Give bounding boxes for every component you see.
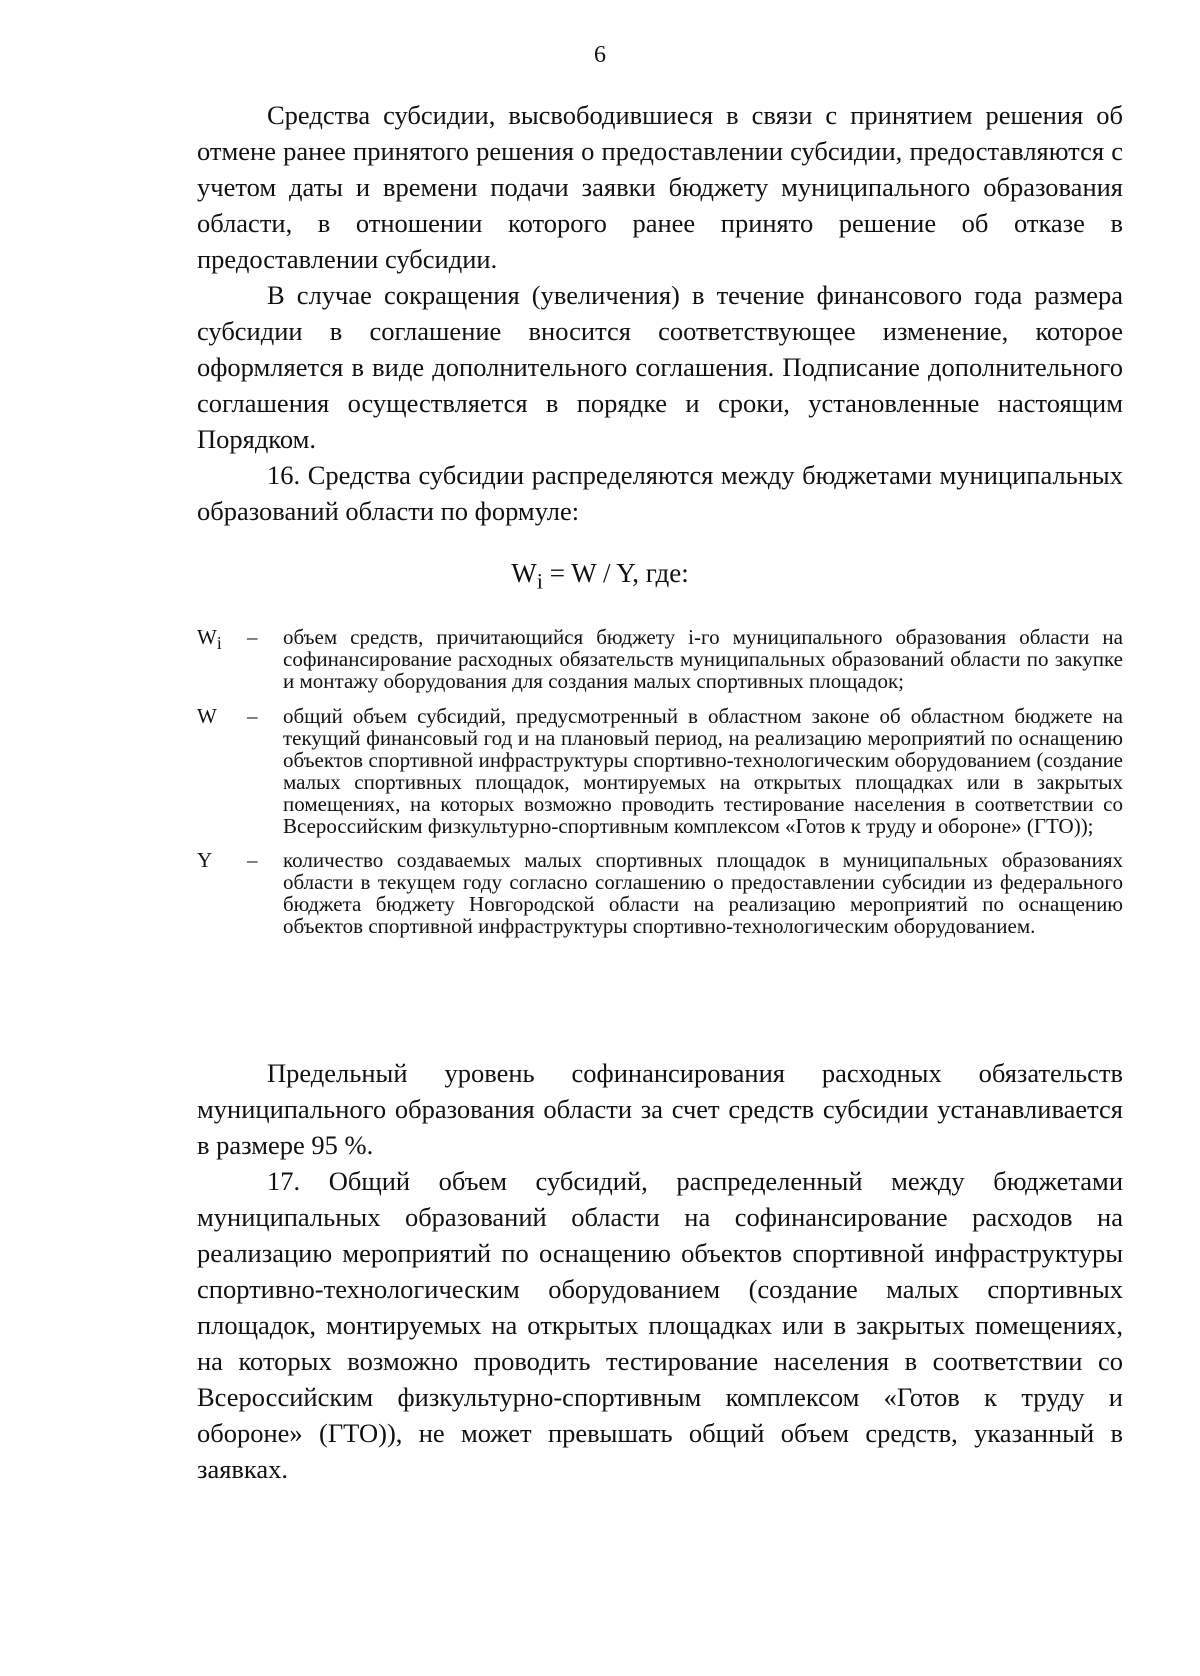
definition-text: количество создаваемых малых спортивных площадок в муниципальных образованиях области в текущем году согласно соглашению о предоставлении субсидии из федерального бюджета бюджету Новгородской области на реализацию мероприятий по оснащению объектов спортивной инфраструктуры спортивно-технологическим оборудованием. (283, 848, 1123, 938)
definition-wi (197, 626, 1123, 692)
definition-symbol: W (197, 704, 217, 728)
definition-symbol: $W_i$ (197, 625, 222, 654)
definition-y (197, 849, 1123, 937)
definition-w (197, 705, 1123, 837)
top-text-block (197, 97, 1123, 529)
formula-lhs: W (511, 558, 537, 588)
definition-dash: – (247, 848, 258, 872)
definition-text: общий объем субсидий, предусмотренный в областном законе об областном бюджете на текущий финансовый год и на плановый период, на реализацию мероприятий по оснащению объектов спортивной инфраструктуры спортивно-технологическим оборудованием (создание малых спортивных площадок, монтируемых на открытых площадках или в закрытых помещениях, на которых возможно проводить тестирование населения в соответствии со Всероссийским физкультурно-спортивным комплексом «Готов к труду и обороне» (ГТО)); (283, 704, 1123, 838)
formula-rhs: = W / Y, где: (543, 558, 689, 588)
definition-dash: – (247, 625, 258, 649)
definition-symbol: Y (197, 848, 213, 872)
distribution-formula (0, 555, 1200, 599)
paragraph-subsidy-change: В случае сокращения (увеличения) в течение финансового года размера субсидии в соглашение вносится соответствующее изменение, которое оформляется в виде дополнительного соглашения. Подписание дополнительного соглашения осуществляется в порядке и сроки, установленные настоящим Порядком. (197, 280, 1123, 454)
formula-lhs-subscript: i (536, 568, 544, 594)
paragraph-16-distribution: 16. Средства субсидии распределяются между бюджетами муниципальных образований области по формуле: (197, 460, 1123, 526)
paragraph-released-funds: Средства субсидии, высвободившиеся в связи с принятием решения об отмене ранее принятого решения о предоставлении субсидии, предоставляются с учетом даты и времени подачи заявки бюджету муниципального образования области, в отношении которого ранее принято решение об отказе в предоставлении субсидии. (197, 100, 1123, 274)
definition-dash: – (247, 704, 258, 728)
paragraph-cofinancing-limit: Предельный уровень софинансирования расходных обязательств муниципального образования области за счет средств субсидии устанавливается в размере 95 %. (197, 1058, 1123, 1160)
bottom-text-block (197, 1055, 1123, 1487)
definition-text: объем средств, причитающийся бюджету i-го муниципального образования области на софинансирование расходных обязательств муниципальных образований области по закупке и монтажу оборудования для создания малых спортивных площадок; (283, 625, 1123, 693)
paragraph-17-total-volume: 17. Общий объем субсидий, распределенный между бюджетами муниципальных образований области на софинансирование расходов на реализацию мероприятий по оснащению объектов спортивной инфраструктуры спортивно-технологическим оборудованием (создание малых спортивных площадок, монтируемых на открытых площадках или в закрытых помещениях, на которых возможно проводить тестирование населения в соответствии со Всероссийским физкультурно-спортивным комплексом «Готов к труду и обороне» (ГТО)), не может превышать общий объем средств, указанный в заявках. (197, 1166, 1123, 1484)
page-number: 6 (594, 42, 606, 68)
formula-definitions (197, 626, 1123, 937)
